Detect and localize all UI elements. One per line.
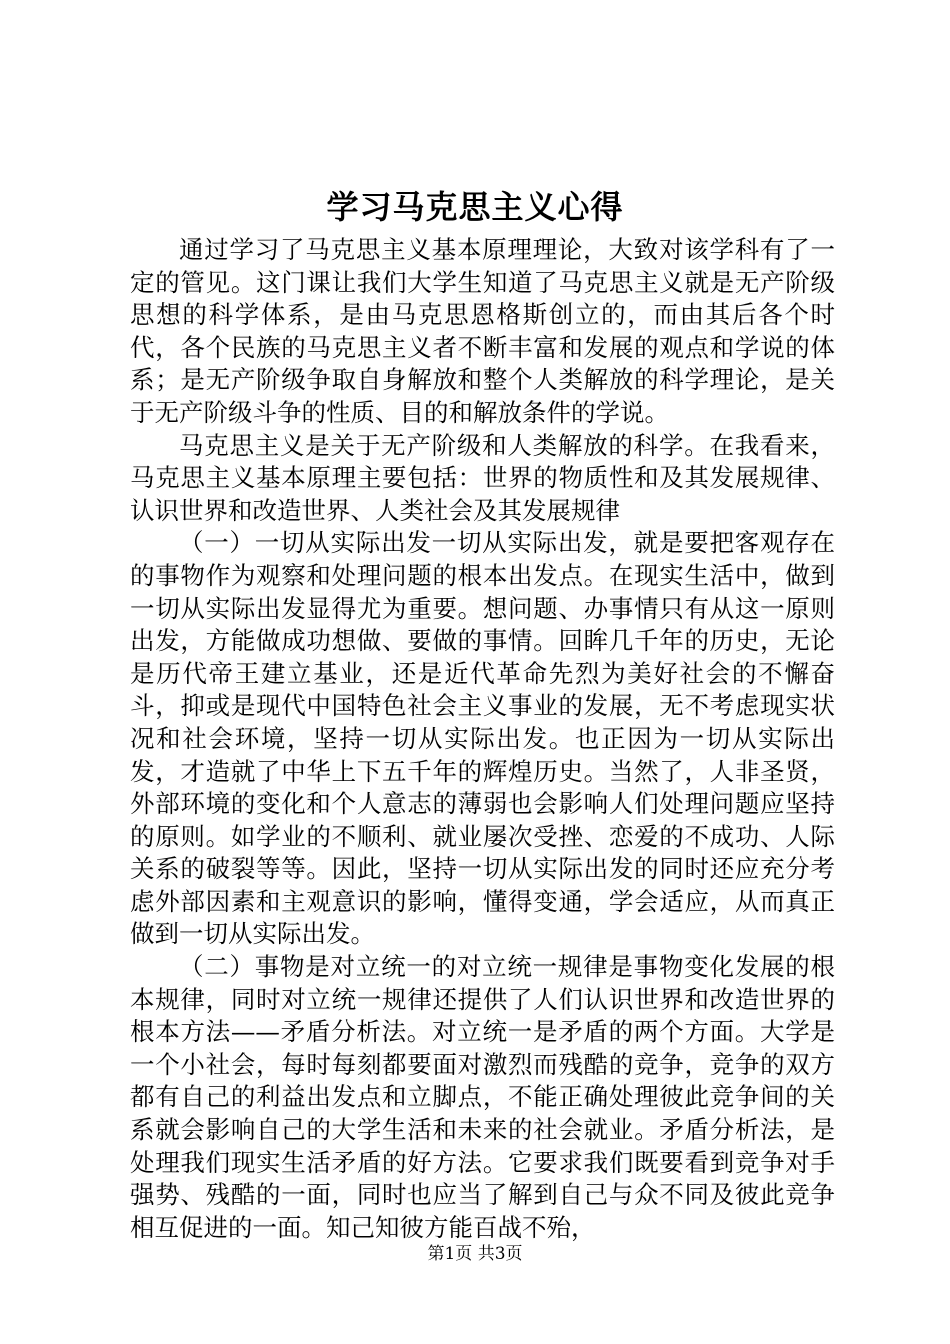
document-title: 学习马克思主义心得 [326, 188, 624, 226]
page-number-footer: 第1页 共3页 [427, 1244, 523, 1264]
paragraph-3: （一）一切从实际出发一切从实际出发，就是要把客观存在的事物作为观察和处理问题的根本出发点。在现实生活中，做到一切从实际出发显得尤为重要。想问题、办事情只有从这一原则出发，方能做成功想做、要做的事情。回眸几千年的历史，无论是历代帝王建立基业，还是近代革命先烈为美好社会的不懈奋斗，抑或是现代中国特色社会主义事业的发展，无不考虑现实状况和社会环境，坚持一切从实际出发。也正因为一切从实际出发，才造就了中华上下五千年的辉煌历史。当然了，人非圣贤，外部环境的变化和个人意志的薄弱也会影响人们处理问题应坚持的原则。如学业的不顺利、就业屡次受挫、恋爱的不成功、人际关系的破裂等等。因此，坚持一切从实际出发的同时还应充分考虑外部因素和主观意识的影响，懂得变通，学会适应，从而真正做到一切从实际出发。 [130, 528, 835, 949]
paragraph-4: （二）事物是对立统一的对立统一规律是事物变化发展的根本规律，同时对立统一规律还提供了人们认识世界和改造世界的根本方法——矛盾分析法。对立统一是矛盾的两个方面。大学是一个小社会，每时每刻都要面对激烈而残酷的竞争，竞争的双方都有自己的利益出发点和立脚点，不能正确处理彼此竞争间的关系就会影响自己的大学生活和未来的社会就业。矛盾分析法，是处理我们现实生活矛盾的好方法。它要求我们既要看到竞争对手强势、残酷的一面，同时也应当了解到自己与众不同及彼此竞争相互促进的一面。知己知彼方能百战不殆， [130, 952, 835, 1242]
paragraph-1: 通过学习了马克思主义基本原理理论，大致对该学科有了一定的管见。这门课让我们大学生知道了马克思主义就是无产阶级思想的科学体系，是由马克思恩格斯创立的，而由其后各个时代，各个民族的马克思主义者不断丰富和发展的观点和学说的体系；是无产阶级争取自身解放和整个人类解放的科学理论，是关于无产阶级斗争的性质、目的和解放条件的学说。 [130, 235, 835, 427]
paragraph-2: 马克思主义是关于无产阶级和人类解放的科学。在我看来，马克思主义基本原理主要包括：世界的物质性和及其发展规律、认识世界和改造世界、人类社会及其发展规律 [130, 430, 835, 525]
document-body [130, 234, 835, 1244]
